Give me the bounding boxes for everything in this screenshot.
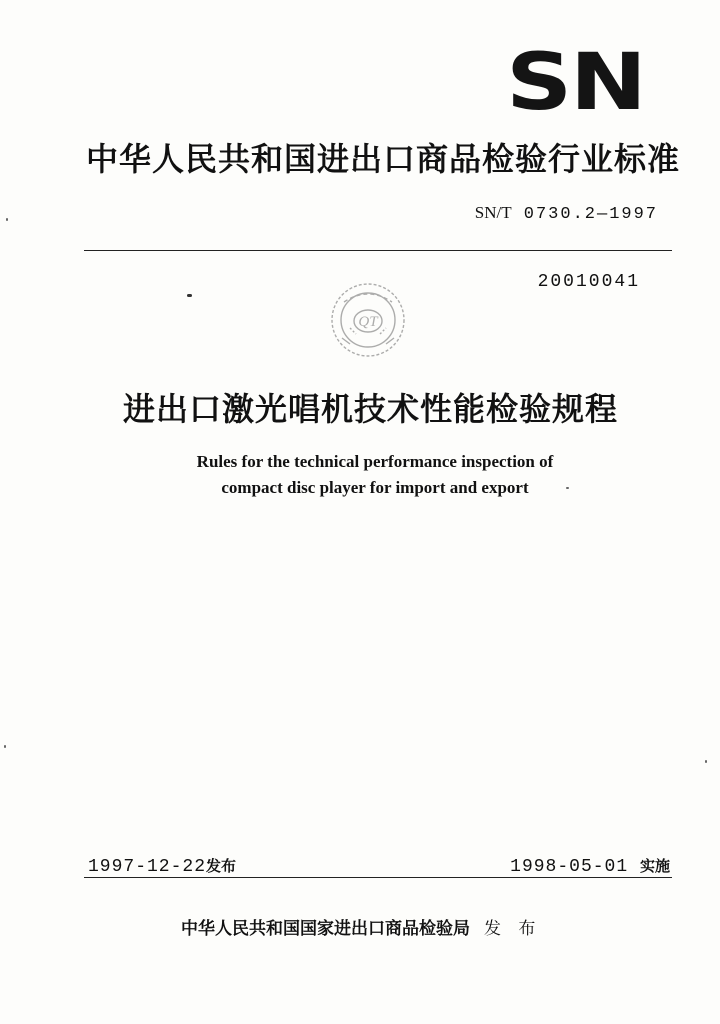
- issue-date: [88, 855, 236, 877]
- implementation-date-label: 实施: [639, 857, 670, 875]
- top-divider: [84, 250, 672, 251]
- issue-date-label: 发布: [206, 857, 237, 875]
- implementation-date-value: 1998-05-01: [510, 857, 629, 877]
- industry-standard-title: 中华人民共和国进出口商品检验行业标准: [86, 140, 681, 178]
- document-code: 20010041: [537, 272, 640, 292]
- scan-speck: [4, 745, 6, 748]
- document-title-en-line-2: compact disc player for import and export: [221, 478, 529, 497]
- standard-number: [475, 203, 658, 224]
- scan-speck: [6, 218, 8, 221]
- publisher: [181, 914, 541, 939]
- standard-number-value: 0730.2—1997: [523, 205, 658, 224]
- implementation-date: [510, 855, 670, 877]
- bottom-divider: [84, 877, 672, 878]
- ink-mark: [187, 294, 192, 297]
- scan-speck: [566, 487, 569, 489]
- sn-logo: SN: [506, 38, 645, 128]
- publisher-action: 发 布: [484, 919, 542, 939]
- document-title-cn: 进出口激光唱机技术性能检验规程: [123, 390, 619, 428]
- issue-date-value: 1997-12-22: [88, 857, 207, 877]
- scan-speck: [705, 760, 707, 763]
- standard-number-prefix: SN/T: [474, 203, 512, 222]
- inspection-stamp-icon: [328, 280, 408, 360]
- stamp-text: QT: [358, 314, 378, 330]
- publisher-name: 中华人民共和国国家进出口商品检验局: [181, 919, 470, 939]
- document-title-en-line-1: Rules for the technical performance inspection of: [196, 452, 554, 471]
